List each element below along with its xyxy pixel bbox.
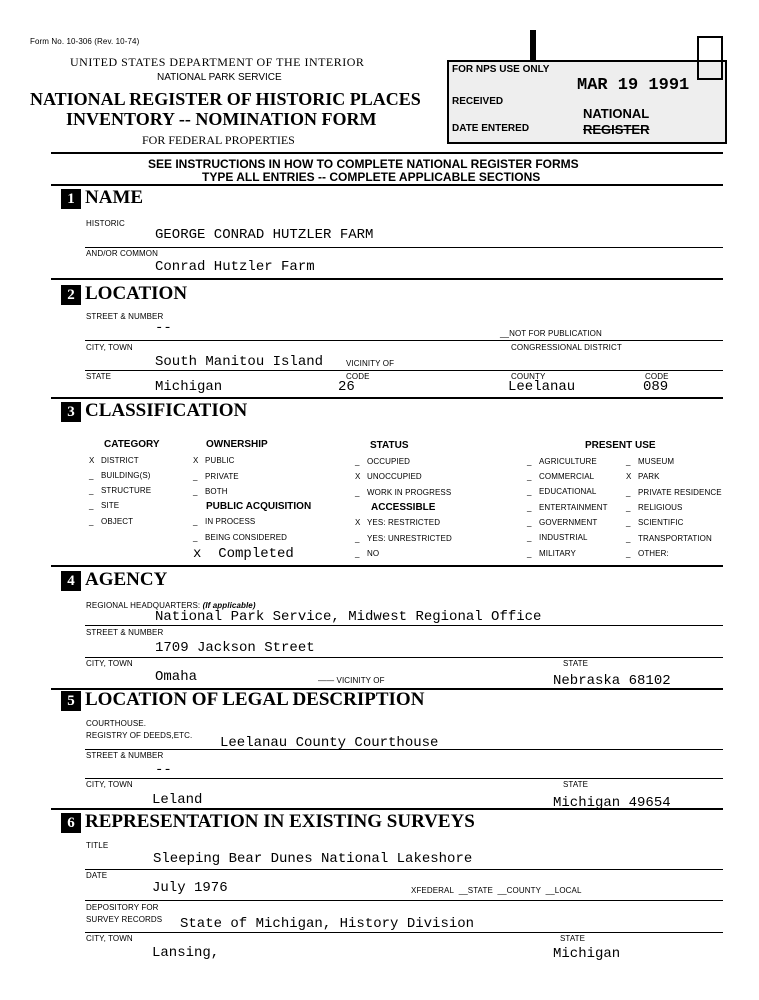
agency-city-label: CITY, TOWN bbox=[86, 659, 133, 668]
received-label: RECEIVED bbox=[452, 96, 504, 107]
category-district: X DISTRICT bbox=[89, 456, 139, 465]
vicinity-label: VICINITY OF bbox=[346, 359, 395, 368]
instructions-line1: SEE INSTRUCTIONS IN HOW TO COMPLETE NATIONAL REGISTER FORMS bbox=[148, 157, 579, 171]
legal-city-value: Leland bbox=[152, 792, 203, 808]
form-number: Form No. 10-306 (Rev. 10-74) bbox=[30, 37, 140, 46]
depository-label1: DEPOSITORY FOR bbox=[86, 903, 159, 912]
legal-street-label: STREET & NUMBER bbox=[86, 751, 164, 760]
county-label: COUNTY bbox=[511, 372, 546, 381]
ownership-private: _ PRIVATE bbox=[193, 472, 239, 481]
survey-title-label: TITLE bbox=[86, 841, 109, 850]
legal-street-value: -- bbox=[155, 762, 172, 778]
stamp-corner bbox=[697, 36, 723, 80]
use-entertainment: _ ENTERTAINMENT bbox=[527, 503, 608, 512]
use-other: _ OTHER: bbox=[626, 549, 669, 558]
registry-label: REGISTRY OF DEEDS,ETC. bbox=[86, 731, 193, 740]
section-6-title: REPRESENTATION IN EXISTING SURVEYS bbox=[85, 811, 475, 832]
agency-state-label: STATE bbox=[563, 659, 589, 668]
accessible-no: _ NO bbox=[355, 549, 380, 558]
use-scientific: _ SCIENTIFIC bbox=[626, 518, 684, 527]
section-3-title: CLASSIFICATION bbox=[85, 400, 248, 421]
county-value: Leelanau bbox=[508, 379, 576, 395]
register-stamp: REGISTER bbox=[583, 122, 650, 137]
department-line: UNITED STATES DEPARTMENT OF THE INTERIOR bbox=[70, 55, 365, 69]
accessible-yes-restricted: X YES: RESTRICTED bbox=[355, 518, 441, 527]
status-unoccupied: X UNOCCUPIED bbox=[355, 472, 422, 481]
section-5-title: LOCATION OF LEGAL DESCRIPTION bbox=[85, 689, 425, 710]
section-1-title: NAME bbox=[85, 187, 144, 208]
status-work-in-progress: _ WORK IN PROGRESS bbox=[355, 488, 452, 497]
accessible-yes-unrestricted: _ YES: UNRESTRICTED bbox=[355, 534, 452, 543]
agency-street-value: 1709 Jackson Street bbox=[155, 640, 315, 656]
agency-city-value: Omaha bbox=[155, 669, 198, 685]
section-4-title: AGENCY bbox=[85, 569, 168, 590]
section-4-number: 4 bbox=[61, 571, 81, 591]
section-5-number: 5 bbox=[61, 691, 81, 711]
acquisition-completed: x Completed bbox=[193, 546, 294, 562]
accessible-heading: ACCESSIBLE bbox=[371, 502, 436, 513]
nps-use-label: FOR NPS USE ONLY bbox=[452, 64, 550, 75]
present-use-heading: PRESENT USE bbox=[585, 440, 656, 451]
use-government: _ GOVERNMENT bbox=[527, 518, 598, 527]
common-value: Conrad Hutzler Farm bbox=[155, 259, 315, 275]
status-occupied: _ OCCUPIED bbox=[355, 457, 411, 466]
ownership-both: _ BOTH bbox=[193, 487, 228, 496]
county-code-value: 089 bbox=[643, 379, 669, 395]
survey-city-label: CITY, TOWN bbox=[86, 934, 133, 943]
hq-label: REGIONAL HEADQUARTERS: (If applicable) bbox=[86, 601, 256, 610]
street-value: -- bbox=[155, 320, 172, 336]
category-object: _ OBJECT bbox=[89, 517, 134, 526]
state-label: STATE bbox=[86, 372, 112, 381]
form-subtitle: INVENTORY -- NOMINATION FORM bbox=[66, 109, 377, 129]
use-park: X PARK bbox=[626, 472, 660, 481]
received-stamp-date: MAR 19 1991 bbox=[577, 76, 690, 95]
agency-state-value: Nebraska 68102 bbox=[553, 673, 671, 689]
national-stamp: NATIONAL bbox=[583, 106, 650, 121]
use-transportation: _ TRANSPORTATION bbox=[626, 534, 712, 543]
category-structure: _ STRUCTURE bbox=[89, 486, 152, 495]
survey-city-value: Lansing, bbox=[152, 945, 220, 961]
courthouse-label: COURTHOUSE. bbox=[86, 719, 147, 728]
county-code-label: CODE bbox=[645, 372, 669, 381]
hq-value: National Park Service, Midwest Regional Office bbox=[155, 609, 542, 625]
acquisition-heading: PUBLIC ACQUISITION bbox=[206, 501, 312, 512]
depository-label2: SURVEY RECORDS bbox=[86, 915, 163, 924]
nps-use-box bbox=[447, 60, 727, 144]
survey-date-label: DATE bbox=[86, 871, 108, 880]
instructions-line2: TYPE ALL ENTRIES -- COMPLETE APPLICABLE SECTIONS bbox=[202, 170, 541, 184]
category-site: _ SITE bbox=[89, 501, 120, 510]
category-heading: CATEGORY bbox=[104, 439, 160, 450]
not-for-publication: __NOT FOR PUBLICATION bbox=[500, 329, 602, 338]
acquisition-being-considered: _ BEING CONSIDERED bbox=[193, 533, 288, 542]
use-commercial: _ COMMERCIAL bbox=[527, 472, 595, 481]
survey-date-value: July 1976 bbox=[152, 880, 228, 896]
section-1-number: 1 bbox=[61, 189, 81, 209]
use-agriculture: _ AGRICULTURE bbox=[527, 457, 597, 466]
state-value: Michigan bbox=[155, 379, 223, 395]
common-label: AND/OR COMMON bbox=[86, 249, 158, 258]
legal-city-label: CITY, TOWN bbox=[86, 780, 133, 789]
historic-value: GEORGE CONRAD HUTZLER FARM bbox=[155, 227, 374, 243]
use-educational: _ EDUCATIONAL bbox=[527, 487, 597, 496]
state-code-value: 26 bbox=[338, 379, 355, 395]
ownership-public: X PUBLIC bbox=[193, 456, 235, 465]
use-museum: _ MUSEUM bbox=[626, 457, 675, 466]
code-label: CODE bbox=[346, 372, 370, 381]
use-private-residence: _ PRIVATE RESIDENCE bbox=[626, 488, 722, 497]
form-title: NATIONAL REGISTER OF HISTORIC PLACES bbox=[30, 89, 421, 109]
survey-level: XFEDERAL __STATE __COUNTY __LOCAL bbox=[411, 886, 582, 895]
historic-label: HISTORIC bbox=[86, 219, 125, 228]
stamp-mark bbox=[530, 30, 536, 60]
federal-properties: FOR FEDERAL PROPERTIES bbox=[142, 133, 295, 147]
date-entered-label: DATE ENTERED bbox=[452, 123, 530, 134]
section-6-number: 6 bbox=[61, 813, 81, 833]
depository-value: State of Michigan, History Division bbox=[180, 916, 475, 932]
section-2-number: 2 bbox=[61, 285, 81, 305]
courthouse-value: Leelanau County Courthouse bbox=[220, 735, 439, 751]
section-3-number: 3 bbox=[61, 402, 81, 422]
city-value: South Manitou Island bbox=[155, 354, 324, 370]
status-heading: STATUS bbox=[370, 440, 409, 451]
use-industrial: _ INDUSTRIAL bbox=[527, 533, 588, 542]
congressional-district-label: CONGRESSIONAL DISTRICT bbox=[511, 343, 622, 352]
acquisition-in-process: _ IN PROCESS bbox=[193, 517, 256, 526]
section-2-title: LOCATION bbox=[85, 283, 188, 304]
use-religious: _ RELIGIOUS bbox=[626, 503, 683, 512]
service-line: NATIONAL PARK SERVICE bbox=[157, 72, 282, 83]
agency-vicinity-label: —— VICINITY OF bbox=[318, 676, 385, 685]
street-label: STREET & NUMBER bbox=[86, 312, 164, 321]
survey-title-value: Sleeping Bear Dunes National Lakeshore bbox=[153, 851, 473, 867]
category-building: _ BUILDING(S) bbox=[89, 471, 151, 480]
survey-state-value: Michigan bbox=[553, 946, 621, 962]
city-label: CITY, TOWN bbox=[86, 343, 133, 352]
use-military: _ MILITARY bbox=[527, 549, 576, 558]
agency-street-label: STREET & NUMBER bbox=[86, 628, 164, 637]
legal-state-value: Michigan 49654 bbox=[553, 795, 671, 811]
ownership-heading: OWNERSHIP bbox=[206, 439, 268, 450]
legal-state-label: STATE bbox=[563, 780, 589, 789]
survey-state-label: STATE bbox=[560, 934, 586, 943]
